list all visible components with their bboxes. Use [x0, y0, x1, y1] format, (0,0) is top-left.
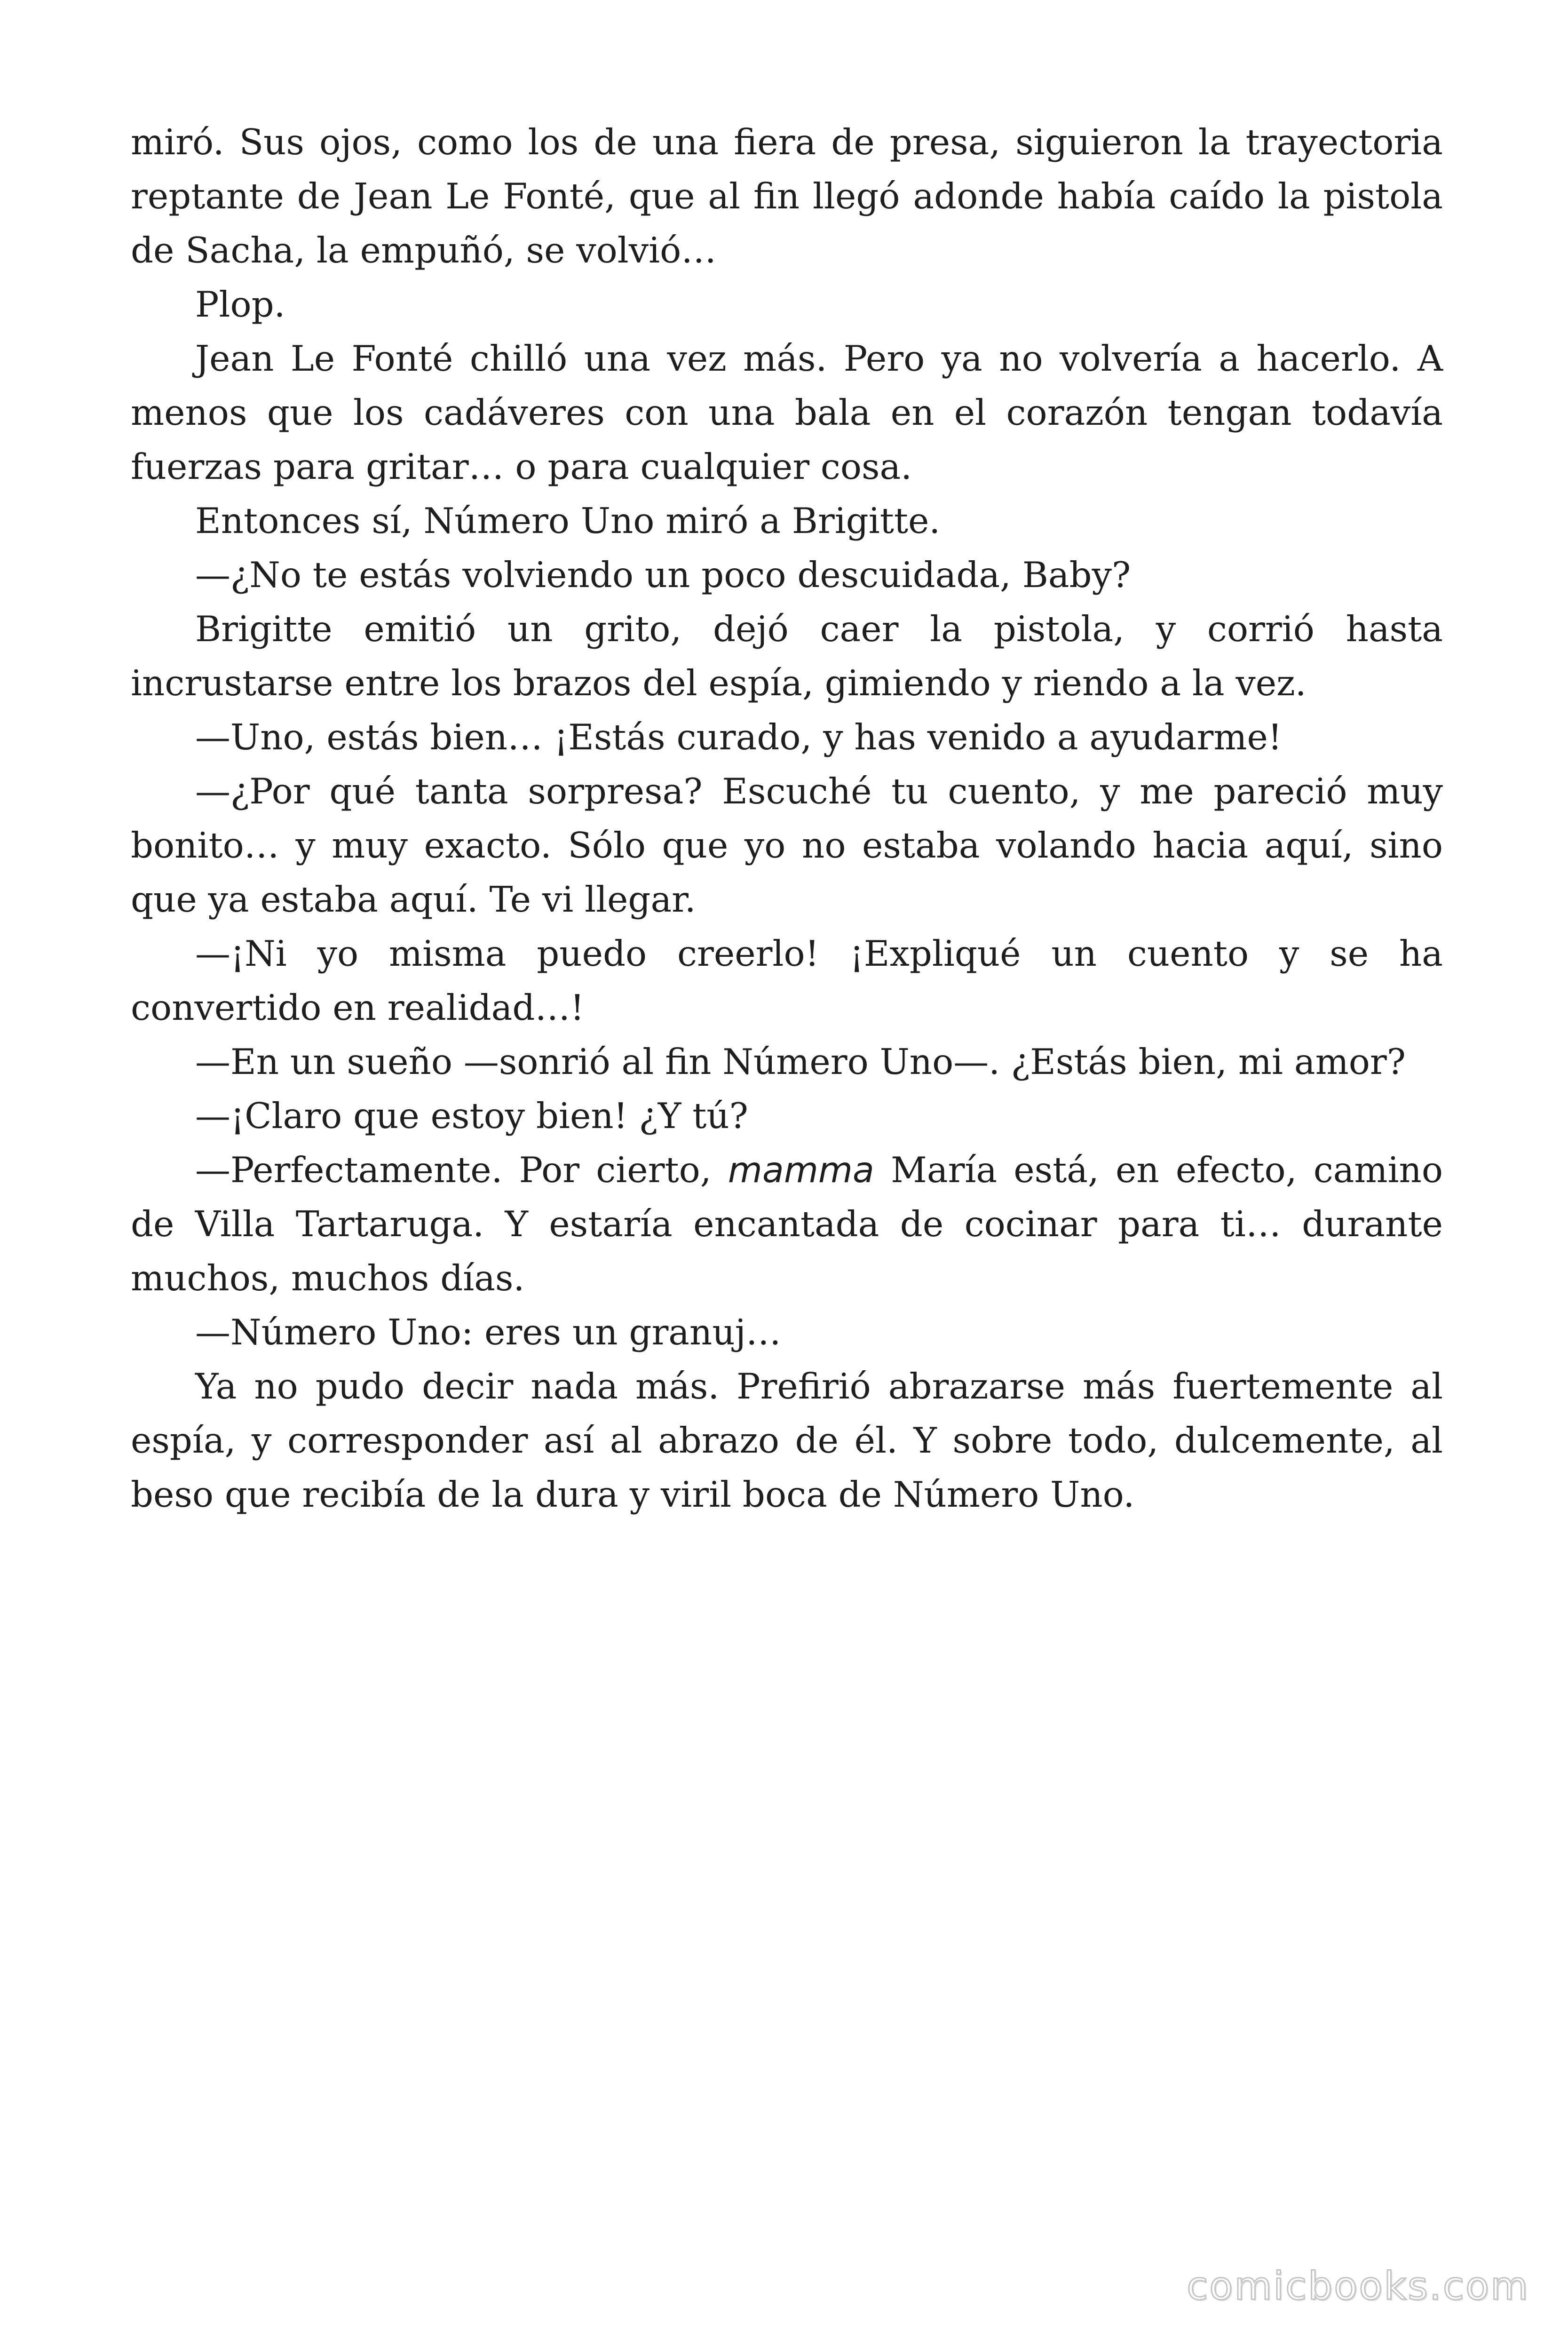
paragraph-12	[131, 1143, 1443, 1305]
paragraph-12-end: María está, en efecto, camino de Villa Tartaruga. Y estaría encantada de cocinar para ti… durante muchos, muchos días.	[131, 1149, 1443, 1299]
paragraph-13: —Número Uno: eres un granuj…	[195, 1311, 781, 1353]
paragraph-10: —En un sueño —sonrió al fin Número Uno—. ¿Estás bien, mi amor?	[195, 1041, 1406, 1082]
paragraph-9: —¡Ni yo misma puedo creerlo! ¡Expliqué un cuento y se ha convertido en realidad…!	[131, 933, 1443, 1028]
paragraph-11: —¡Claro que estoy bien! ¿Y tú?	[195, 1095, 748, 1136]
italic-word-mamma: mamma	[728, 1149, 874, 1191]
watermark-logo: comicbooks.com	[1187, 2264, 1529, 2309]
body-text	[131, 115, 1443, 1522]
paragraph-14: Ya no pudo decir nada más. Prefirió abrazarse más fuertemente al espía, y corresponder así al abrazo de él. Y sobre todo, dulcemente, al beso que recibía de la dura y viril boca de Número Uno.	[131, 1366, 1443, 1515]
paragraph-6: Brigitte emitió un grito, dejó caer la pistola, y corrió hasta incrustarse entre los brazos del espía, gimiendo y riendo a la vez.	[131, 608, 1443, 704]
paragraph-5: —¿No te estás volviendo un poco descuidada, Baby?	[195, 554, 1131, 596]
paragraph-12-start: —Perfectamente. Por cierto,	[195, 1149, 728, 1191]
paragraph-2: Plop.	[195, 284, 285, 325]
paragraph-7: —Uno, estás bien… ¡Estás curado, y has venido a ayudarme!	[195, 716, 1282, 758]
paragraph-3: Jean Le Fonté chilló una vez más. Pero ya no volvería a hacerlo. A menos que los cadáveres con una bala en el corazón tengan todavía fuerzas para gritar… o para cualquier cosa.	[131, 338, 1443, 487]
paragraph-4: Entonces sí, Número Uno miró a Brigitte.	[195, 500, 941, 541]
paragraph-1: miró. Sus ojos, como los de una fiera de presa, siguieron la trayectoria reptante de Jean Le Fonté, que al fin llegó adonde había caído la pistola de Sacha, la empuñó, se volvió…	[131, 121, 1443, 271]
paragraph-8: —¿Por qué tanta sorpresa? Escuché tu cuento, y me pareció muy bonito… y muy exacto. Sólo que yo no estaba volando hacia aquí, sino que ya estaba aquí. Te vi llegar.	[131, 771, 1443, 920]
